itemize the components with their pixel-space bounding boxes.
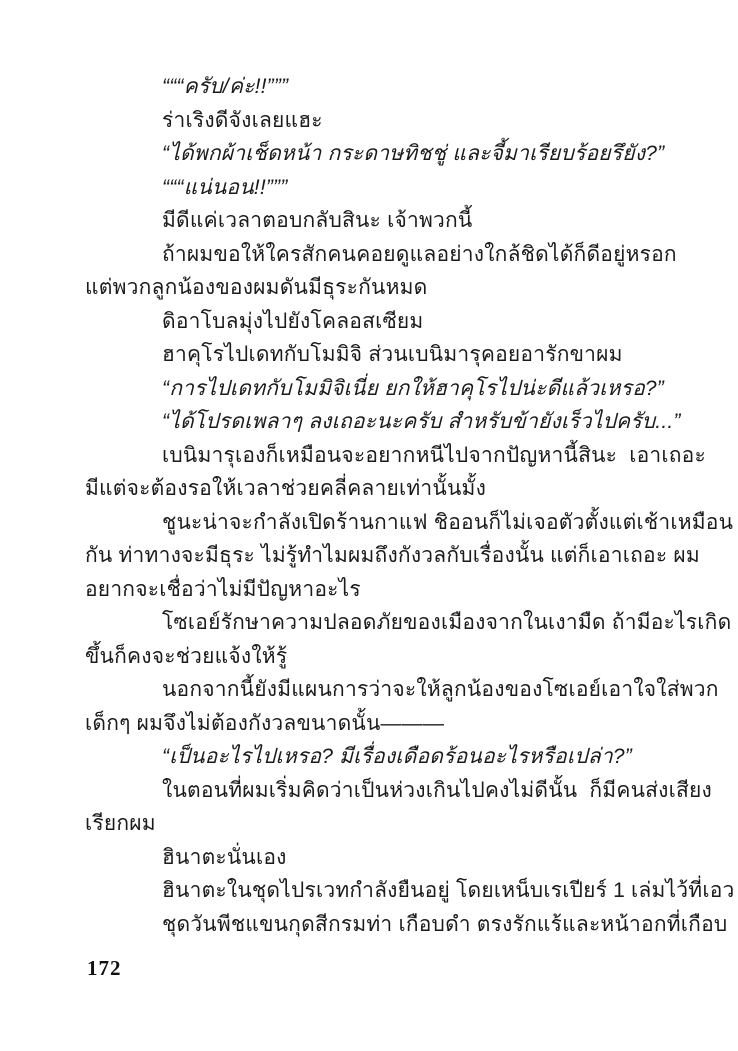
text-line: ฮินาตะนั่นเอง	[162, 845, 287, 869]
text-line: ฮินาตะในชุดไปรเวทกำลังยืนอยู่ โดยเหน็บเรเปียร์ 1 เล่มไว้ที่เอว	[162, 879, 735, 902]
text-line: ขึ้นก็คงจะช่วยแจ้งให้รู้	[85, 644, 288, 668]
text-line: ร่าเริงดีจังเลยแฮะ	[162, 108, 323, 132]
text-line: เรียกผม	[85, 812, 156, 835]
text-line: “ได้โปรดเพลาๆ ลงเถอะนะครับ สำหรับข้ายังเร็วไปครับ...”	[162, 410, 681, 433]
text-line: ชุดวันพีชแขนกุดสีกรมท่า เกือบดำ ตรงรักแร้และหน้าอกที่เกือบ	[162, 912, 728, 936]
text-line: ชูนะน่าจะกำลังเปิดร้านกาแฟ ชิออนก็ไม่เจอตัวตั้งแต่เช้าเหมือน	[162, 510, 734, 534]
text-line: นอกจากนี้ยังมีแผนการว่าจะให้ลูกน้องของโซเอย์เอาใจใส่พวก	[162, 678, 719, 701]
text-line: “““ครับ/ค่ะ!!”””	[162, 75, 289, 98]
text-line: “““แน่นอน!!”””	[162, 175, 288, 199]
text-line: เด็กๆ ผมจึงไม่ต้องกังวลขนาดนั้น———	[85, 711, 445, 735]
text-line: โซเอย์รักษาความปลอดภัยของเมืองจากในเงามืด ถ้ามีอะไรเกิด	[162, 611, 732, 634]
text-line: มีแต่จะต้องรอให้เวลาช่วยคลี่คลายเท่านั้นมั้ง	[85, 477, 487, 500]
text-line: กัน ท่าทางจะมีธุระ ไม่รู้ทำไมผมถึงกังวลกับเรื่องนั้น แต่ก็เอาเถอะ ผม	[85, 544, 700, 567]
text-line: แต่พวกลูกน้องของผมดันมีธุระกันหมด	[85, 276, 428, 299]
text-line: ถ้าผมขอให้ใครสักคนคอยดูแลอย่างใกล้ชิดได้ก็ดีอยู่หรอก	[162, 242, 677, 266]
text-line: “การไปเดทกับโมมิจิเนี่ย ยกให้ฮาคุโรไปน่ะดีแล้วเหรอ?”	[162, 376, 664, 400]
text-line: ฮาคุโรไปเดทกับโมมิจิ ส่วนเบนิมารุคอยอารักขาผม	[162, 343, 623, 366]
text-line: มีดีแค่เวลาตอบกลับสินะ เจ้าพวกนี้	[162, 209, 473, 232]
text-line: ในตอนที่ผมเริ่มคิดว่าเป็นห่วงเกินไปคงไม่ดีนั้น ก็มีคนส่งเสียง	[162, 778, 712, 802]
text-line: เบนิมารุเองก็เหมือนจะอยากหนีไปจากปัญหานี้สินะ เอาเถอะ	[162, 443, 706, 467]
text-line: “ได้พกผ้าเช็ดหน้า กระดาษทิชชู่ และจี้มาเรียบร้อยรึยัง?”	[162, 142, 665, 165]
page-text	[85, 70, 735, 941]
text-line: ดิอาโบลมุ่งไปยังโคลอสเซียม	[162, 309, 424, 333]
page-number: 172	[87, 956, 122, 980]
text-line: อยากจะเชื่อว่าไม่มีปัญหาอะไร	[85, 577, 361, 601]
text-line: “เป็นอะไรไปเหรอ? มีเรื่องเดือดร้อนอะไรหรือเปล่า?”	[162, 745, 632, 768]
